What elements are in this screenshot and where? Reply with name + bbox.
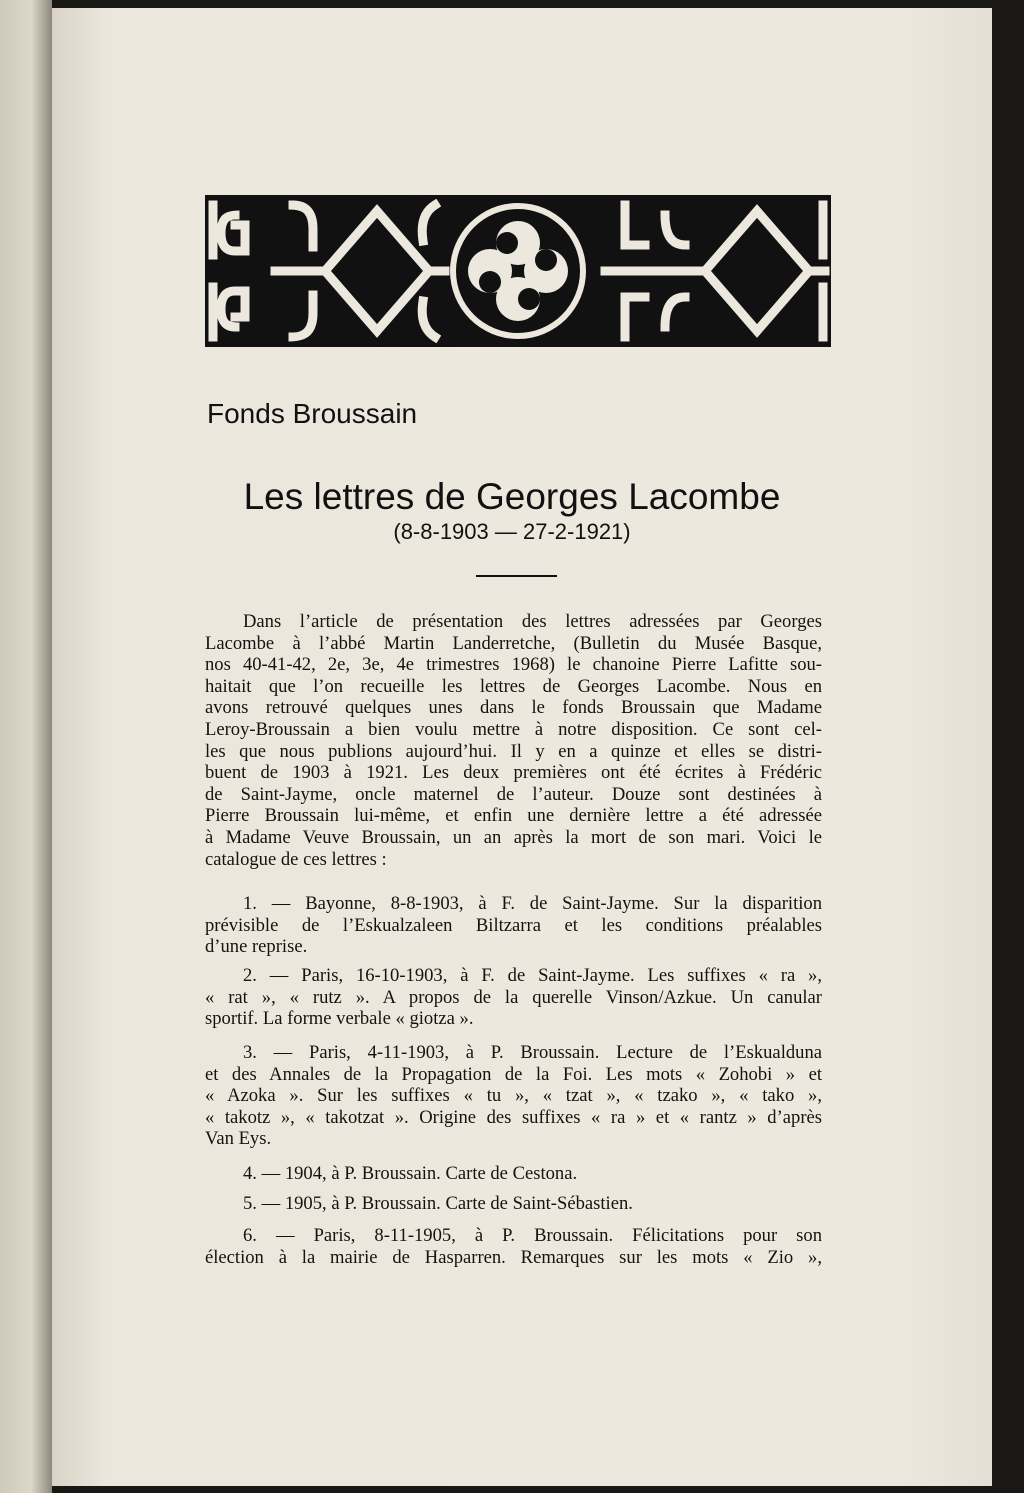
text-line: « rat », « rutz ». A propos de la querelle Vinson/Azkue. Un canular: [205, 986, 822, 1008]
date-range: (8-8-1903 — 27-2-1921): [393, 519, 631, 544]
page-title: Les lettres de Georges Lacombe: [243, 476, 781, 517]
text-line: avons retrouvé quelques unes dans le fonds Broussain que Madame: [205, 697, 822, 719]
catalogue-item-3: [205, 1042, 822, 1150]
basque-ornament-banner: [205, 195, 831, 347]
text-line: les que nous publions aujourd’hui. Il y en a quinze et elles se distri-: [205, 740, 822, 762]
text-line: « takotz », « takotzat ». Origine des suffixes « ra » et « rantz » d’après: [205, 1106, 822, 1128]
text-line: à Madame Veuve Broussain, un an après la mort de son mari. Voici le: [205, 826, 822, 848]
text-line: 1. — Bayonne, 8-8-1903, à F. de Saint-Jayme. Sur la disparition: [243, 893, 822, 914]
divider: [476, 575, 557, 577]
catalogue-item-4: [205, 1163, 822, 1185]
text-line: élection à la mairie de Hasparren. Remarques sur les mots « Zio »,: [205, 1246, 822, 1268]
text-line: prévisible de l’Eskualzaleen Biltzarra et les conditions préalables: [205, 914, 822, 936]
text-line: haitait que l’on recueille les lettres de Georges Lacombe. Nous en: [205, 675, 822, 697]
text-line: 5. — 1905, à P. Broussain. Carte de Saint-Sébastien.: [243, 1193, 633, 1214]
adjacent-page-edge: [0, 0, 52, 1493]
text-line: Dans l’article de présentation des lettres adressées par Georges: [243, 611, 822, 632]
text-line: d’une reprise.: [205, 936, 308, 958]
catalogue-item-1: [205, 893, 822, 958]
text-line: de Saint-Jayme, oncle maternel de l’auteur. Douze sont destinées à: [205, 783, 822, 805]
catalogue-item-2: [205, 965, 822, 1030]
text-line: et des Annales de la Propagation de la Foi. Les mots « Zohobi » et: [205, 1063, 822, 1085]
text-line: « Azoka ». Sur les suffixes « tu », « tzat », « tzako », « tako »,: [205, 1085, 822, 1107]
text-line: sportif. La forme verbale « giotza ».: [205, 1008, 474, 1030]
text-line: 6. — Paris, 8-11-1905, à P. Broussain. Félicitations pour son: [243, 1225, 822, 1246]
section-label: Fonds Broussain: [207, 398, 418, 429]
catalogue-item-5: [205, 1193, 822, 1215]
text-line: nos 40-41-42, 2e, 3e, 4e trimestres 1968) le chanoine Pierre Lafitte sou-: [205, 654, 822, 676]
text-line: Van Eys.: [205, 1128, 272, 1150]
text-line: Leroy-Broussain a bien voulu mettre à notre disposition. Ce sont cel-: [205, 718, 822, 740]
text-line: buent de 1903 à 1921. Les deux premières ont été écrites à Frédéric: [205, 762, 822, 784]
text-line: 3. — Paris, 4-11-1903, à P. Broussain. Lecture de l’Eskualduna: [243, 1042, 822, 1063]
text-line: catalogue de ces lettres :: [205, 848, 387, 870]
text-line: Pierre Broussain lui-même, et enfin une dernière lettre a été adressée: [205, 805, 822, 827]
catalogue-item-6: [205, 1225, 822, 1268]
text-line: 4. — 1904, à P. Broussain. Carte de Cestona.: [243, 1163, 578, 1184]
text-line: Lacombe à l’abbé Martin Landerretche, (Bulletin du Musée Basque,: [205, 632, 822, 654]
text-line: 2. — Paris, 16-10-1903, à F. de Saint-Jayme. Les suffixes « ra »,: [243, 965, 822, 986]
intro-paragraph: [205, 611, 822, 870]
